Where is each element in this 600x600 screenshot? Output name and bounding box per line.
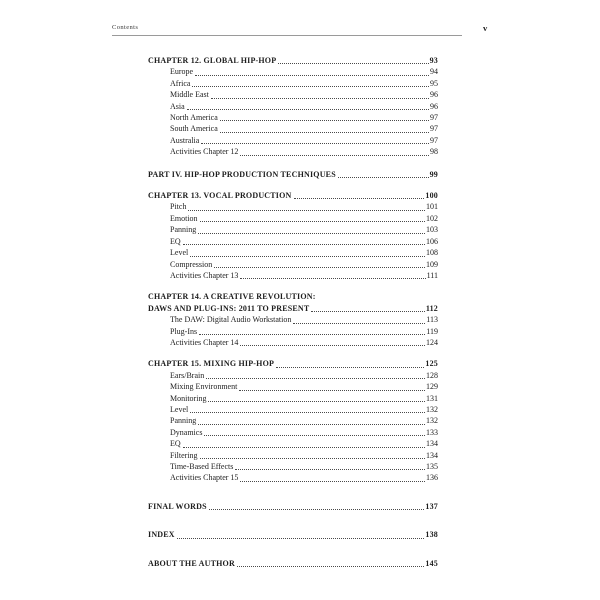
toc-entry <box>148 415 438 426</box>
toc-entry <box>148 438 438 449</box>
toc-entry-row <box>148 358 438 369</box>
toc-entry-label: Level <box>170 404 189 414</box>
dot-leader <box>201 143 429 144</box>
toc-entry-label: Panning <box>170 416 197 426</box>
toc-entry-page: 119 <box>426 326 438 336</box>
dot-leader <box>190 412 425 413</box>
dot-leader <box>187 109 429 110</box>
toc-entry-row <box>148 201 438 212</box>
toc-entry-label: South America <box>170 124 218 134</box>
toc-entry-row <box>148 146 438 157</box>
toc-entry-page: 145 <box>425 558 438 568</box>
toc-entry-page: 97 <box>430 113 438 123</box>
page-number-folio: v <box>483 23 488 33</box>
toc-entry-page: 112 <box>425 303 438 313</box>
toc-entry-page: 113 <box>426 315 438 325</box>
toc-entry-row <box>148 438 438 449</box>
toc-entry <box>148 135 438 146</box>
toc-entry-page: 111 <box>426 270 438 280</box>
toc-entry-label: INDEX <box>148 530 175 540</box>
toc-entry-label: Panning <box>170 225 197 235</box>
toc-entry <box>148 123 438 134</box>
toc-entry <box>148 472 438 483</box>
toc-entry-page: 128 <box>426 370 438 380</box>
toc-entry <box>148 89 438 100</box>
toc-entry-page: 94 <box>430 67 438 77</box>
toc-entry-page: 134 <box>426 450 438 460</box>
toc-entry-page: 133 <box>426 427 438 437</box>
toc-entry-label: Pitch <box>170 202 187 212</box>
toc-entry-label: The DAW: Digital Audio Workstation <box>170 315 292 325</box>
toc-entry-label: Asia <box>170 101 185 111</box>
toc-entry-row <box>148 415 438 426</box>
toc-entry-page: 132 <box>426 404 438 414</box>
toc-entry-row <box>148 558 438 569</box>
toc-entry-row <box>148 450 438 461</box>
toc-entry-row <box>148 381 438 392</box>
toc-entry-label: North America <box>170 113 218 123</box>
toc-entry <box>148 358 438 369</box>
toc-entry <box>148 259 438 270</box>
toc-entry <box>148 501 438 512</box>
toc-entry-row <box>148 326 438 337</box>
running-header: Contents <box>112 24 462 36</box>
dot-leader <box>177 538 425 539</box>
dot-leader <box>278 63 428 64</box>
toc-entry-row <box>148 314 438 325</box>
toc-entry-page: 102 <box>426 213 438 223</box>
toc-entry-row <box>148 78 438 89</box>
dot-leader <box>204 435 425 436</box>
toc-entry <box>148 213 438 224</box>
toc-entry-label: FINAL WORDS <box>148 501 207 511</box>
toc-entry-label: Africa <box>170 78 191 88</box>
dot-leader <box>206 378 425 379</box>
toc-entry-label: Compression <box>170 259 213 269</box>
toc-entry-row <box>148 236 438 247</box>
toc-entry-row <box>148 259 438 270</box>
toc-entry-label: EQ <box>170 236 181 246</box>
toc-entry-page: 103 <box>426 225 438 235</box>
toc-entry-row <box>148 393 438 404</box>
toc-entry <box>148 101 438 112</box>
toc-entry-row <box>148 123 438 134</box>
toc-entry <box>148 169 438 180</box>
toc-entry <box>148 201 438 212</box>
toc-entry-label: DAWS AND PLUG-INS: 2011 TO PRESENT <box>148 303 310 313</box>
toc-entry-page: 108 <box>426 248 438 258</box>
dot-leader <box>209 509 425 510</box>
dot-leader <box>293 323 425 324</box>
dot-leader <box>338 177 429 178</box>
toc-entry <box>148 427 438 438</box>
dot-leader <box>214 267 425 268</box>
toc-entry-label: Level <box>170 248 189 258</box>
dot-leader <box>311 311 424 312</box>
toc-entry <box>148 190 438 201</box>
toc-entry-page: 124 <box>426 337 438 347</box>
toc-entry-label: Monitoring <box>170 393 207 403</box>
toc-entry-label: Time-Based Effects <box>170 462 234 471</box>
toc-entry-page: 106 <box>426 236 438 246</box>
toc-entry <box>148 404 438 415</box>
dot-leader <box>239 390 425 391</box>
toc-entry-label: Mixing Environment <box>170 382 238 392</box>
toc-entry-page: 98 <box>430 147 438 157</box>
toc-entry <box>148 393 438 404</box>
toc-entry <box>148 381 438 392</box>
toc-entry-label: Ears/Brain <box>170 370 205 380</box>
toc-entry-row <box>148 270 438 281</box>
toc-entry-label: Activities Chapter 12 <box>170 147 239 157</box>
dot-leader <box>276 367 424 368</box>
dot-leader <box>237 566 424 567</box>
dot-leader <box>200 458 425 459</box>
dot-leader <box>195 75 429 76</box>
toc-entry <box>148 270 438 281</box>
toc-entry-page: 125 <box>425 359 438 369</box>
dot-leader <box>199 334 425 335</box>
toc-entry-label: Emotion <box>170 213 198 223</box>
toc-list <box>148 55 438 569</box>
dot-leader <box>220 132 429 133</box>
toc-entry-row <box>148 529 438 540</box>
toc-entry-page: 100 <box>425 191 438 201</box>
toc-entry <box>148 326 438 337</box>
dot-leader <box>183 244 425 245</box>
toc-entry <box>148 529 438 540</box>
toc-entry <box>148 78 438 89</box>
toc-entry <box>148 337 438 348</box>
toc-entry-row <box>148 213 438 224</box>
toc-entry-page: 97 <box>430 124 438 134</box>
toc-entry-page: 131 <box>426 393 438 403</box>
toc-entry-label: CHAPTER 14. A CREATIVE REVOLUTION: <box>148 292 316 302</box>
toc-entry-row <box>148 472 438 483</box>
dot-leader <box>220 120 429 121</box>
toc-entry-page: 132 <box>426 416 438 426</box>
toc-entry-label: EQ <box>170 439 181 449</box>
toc-entry-label: PART IV. HIP-HOP PRODUCTION TECHNIQUES <box>148 169 336 179</box>
dot-leader <box>235 469 425 470</box>
toc-entry-label: Plug-Ins <box>170 326 198 336</box>
toc-entry-row <box>148 501 438 512</box>
toc-entry-page: 134 <box>426 439 438 449</box>
dot-leader <box>208 401 425 402</box>
toc-entry-page: 101 <box>426 202 438 212</box>
toc-entry-label: CHAPTER 12. GLOBAL HIP-HOP <box>148 56 277 65</box>
toc-entry <box>148 558 438 569</box>
toc-entry-page: 96 <box>430 101 438 111</box>
toc-entry-page: 109 <box>426 259 438 269</box>
toc-entry-row <box>148 303 438 314</box>
toc-entry <box>148 66 438 77</box>
dot-leader <box>240 155 429 156</box>
dot-leader <box>198 233 425 234</box>
toc-entry-page: 93 <box>429 56 438 65</box>
toc-entry-row <box>148 101 438 112</box>
toc-entry-page: 99 <box>429 169 438 179</box>
dot-leader <box>188 210 425 211</box>
toc-entry-label: Activities Chapter 13 <box>170 270 239 280</box>
toc-entry-row <box>148 112 438 123</box>
dot-leader <box>240 345 425 346</box>
dot-leader <box>198 424 425 425</box>
toc-entry-page: 138 <box>425 530 438 540</box>
toc-entry-page: 135 <box>426 462 438 471</box>
dot-leader <box>190 256 425 257</box>
toc-entry-label: Middle East <box>170 90 209 100</box>
dot-leader <box>192 86 429 87</box>
toc-entry-page: 97 <box>430 135 438 145</box>
toc-entry-row <box>148 169 438 180</box>
toc-entry-label: Australia <box>170 135 200 145</box>
toc-entry <box>148 461 438 472</box>
toc-entry <box>148 236 438 247</box>
dot-leader <box>294 198 425 199</box>
toc-entry <box>148 224 438 235</box>
toc-entry-label: CHAPTER 13. VOCAL PRODUCTION <box>148 191 292 201</box>
toc-entry-row <box>148 370 438 381</box>
toc-entry-label: Filtering <box>170 450 198 460</box>
dot-leader <box>211 98 429 99</box>
toc-entry-row <box>148 337 438 348</box>
toc-entry-page: 129 <box>426 382 438 392</box>
dot-leader <box>240 481 425 482</box>
toc-entry-row <box>148 427 438 438</box>
toc-entry-row <box>148 404 438 415</box>
toc-entry-row <box>148 224 438 235</box>
toc-entry <box>148 370 438 381</box>
toc-entry <box>148 314 438 325</box>
dot-leader <box>200 221 425 222</box>
toc-entry <box>148 146 438 157</box>
toc-entry-row <box>148 190 438 201</box>
toc-entry-row <box>148 55 438 66</box>
toc-entry-label: Europe <box>170 67 194 77</box>
toc-entry-page: 96 <box>430 90 438 100</box>
dot-leader <box>240 278 425 279</box>
toc-entry-page: 136 <box>426 473 438 483</box>
toc-entry <box>148 247 438 258</box>
toc-entry-row <box>148 247 438 258</box>
toc-entry-label: ABOUT THE AUTHOR <box>148 558 235 568</box>
toc-entry-page: 137 <box>425 501 438 511</box>
toc-entry <box>148 450 438 461</box>
toc-entry-row <box>148 89 438 100</box>
toc-entry-label: Activities Chapter 14 <box>170 337 239 347</box>
toc-entry-row <box>148 135 438 146</box>
toc-entry <box>148 55 438 66</box>
dot-leader <box>183 447 425 448</box>
toc-entry <box>148 291 438 314</box>
toc-entry-page: 95 <box>430 78 438 88</box>
toc-entry <box>148 112 438 123</box>
toc-entry-label: Activities Chapter 15 <box>170 473 239 483</box>
toc-entry-label: Dynamics <box>170 427 203 437</box>
toc-entry-row <box>148 66 438 77</box>
toc-entry-label: CHAPTER 15. MIXING HIP-HOP <box>148 359 275 369</box>
toc-entry-row <box>148 461 438 472</box>
